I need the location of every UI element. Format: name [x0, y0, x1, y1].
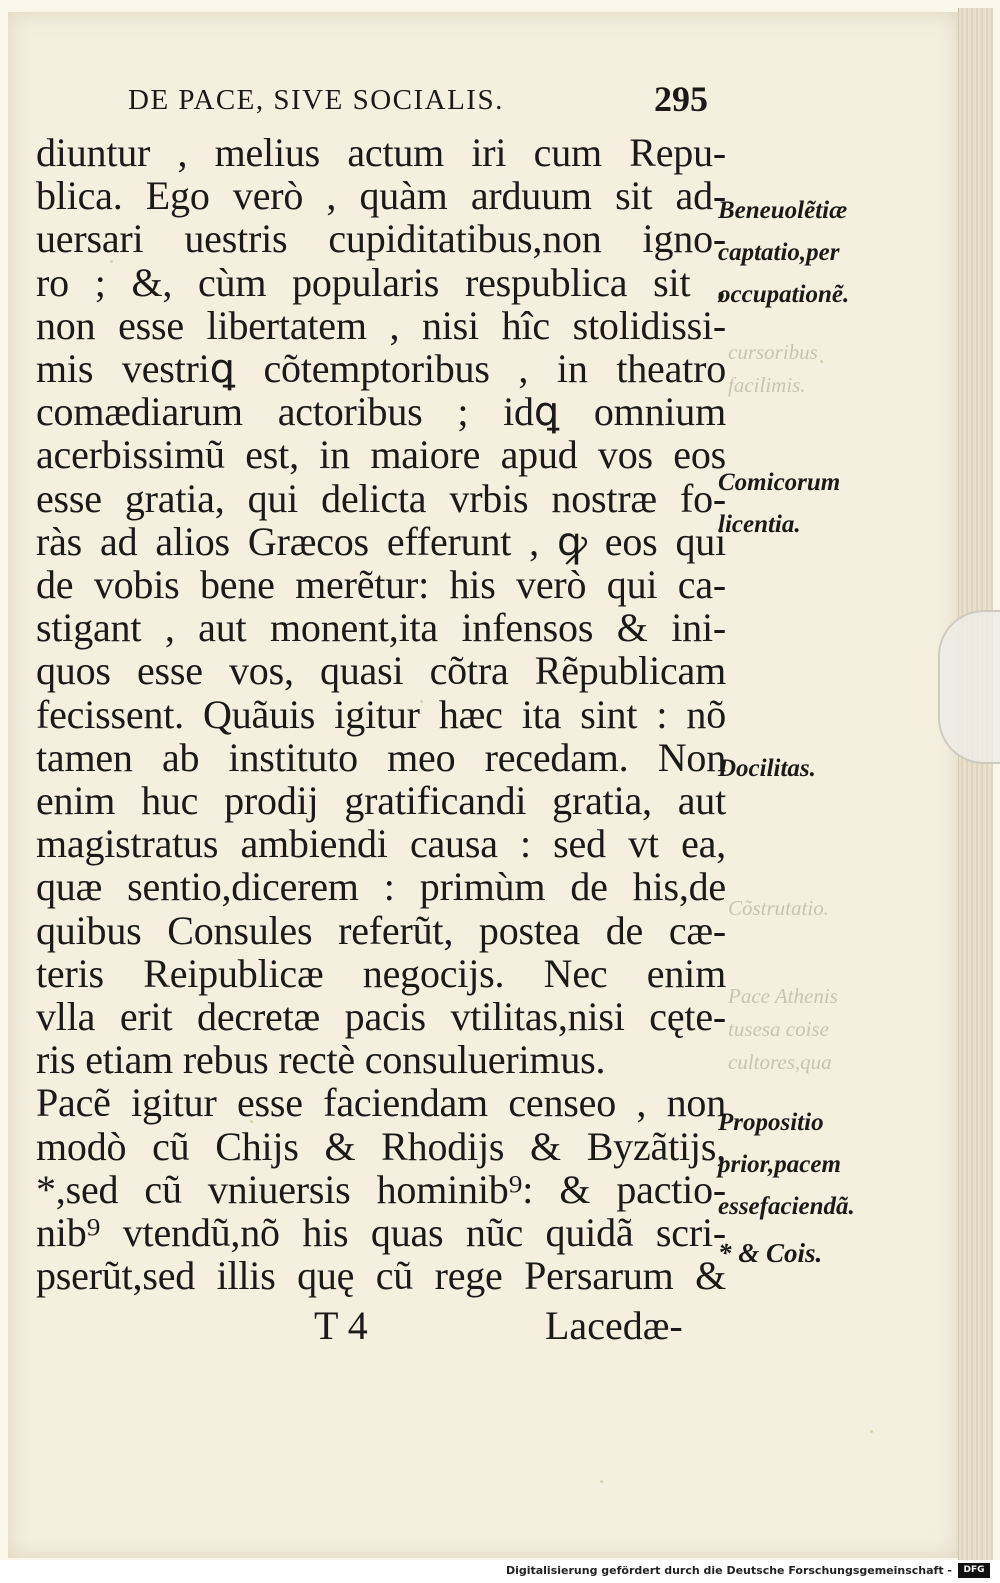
text-line: modò cũ Chijs & Rhodijs & Byzãtijs,: [36, 1123, 726, 1169]
text-line: mis vestriꝗ cõtemptoribus , in theatro: [36, 346, 726, 392]
text-line: diuntur , melius actum iri cum Repu-: [36, 130, 726, 175]
page-clip: [938, 610, 1000, 764]
text-line: blica. Ego verò , quàm arduum sit ad-: [36, 173, 726, 219]
page-number: 295: [654, 79, 708, 119]
book-page-edges: [958, 8, 993, 1560]
bleed-through-text: [728, 336, 818, 402]
bleed-through-line: Pace Athenis: [728, 984, 838, 1008]
text-line: quibus Consules referũt, postea de cæ-: [36, 907, 726, 953]
bleed-through-line: facilimis.: [728, 373, 806, 397]
text-line: nib⁹ vtendũ,nõ his quas nũc quidã scri-: [36, 1210, 726, 1256]
margin-note-beneuolentia: [718, 190, 849, 316]
paper-speck: [820, 360, 823, 363]
footer-bar: [0, 1560, 1000, 1583]
dfg-logo: DFG: [958, 1563, 990, 1578]
text-line: pserũt,sed illis quę cũ rege Persarum &: [36, 1253, 726, 1299]
bleed-through-line: tusesa coise: [728, 1017, 829, 1041]
text-line: magistratus ambiendi causa : sed vt ea,: [36, 821, 726, 867]
bleed-through-line: cursoribus: [728, 340, 818, 364]
signature-mark: T 4: [314, 1303, 368, 1348]
paper-speck: [600, 1480, 603, 1483]
body-text: [36, 131, 726, 1297]
text-line: comædiarum actoribus ; idꝗ omnium: [36, 389, 726, 435]
text-line: quæ sentio,dicerem : primùm de his,de: [36, 864, 726, 910]
text-line: vlla erit decretæ pacis vtilitas,nisi cęte-: [36, 994, 726, 1040]
margin-note-line: licentia.: [718, 511, 801, 538]
margin-note-propositio: [718, 1102, 855, 1228]
margin-note-line: essefaciendã.: [718, 1193, 855, 1220]
bleed-through-text: [728, 980, 838, 1079]
text-line: ris etiam rebus rectè consuluerimus.: [36, 1037, 606, 1083]
text-line: de vobis bene merẽtur: his verò qui ca-: [36, 562, 726, 608]
margin-note-cois: [718, 1232, 822, 1274]
margin-note-docilitas: [718, 748, 816, 790]
margin-note-line: * & Cois.: [718, 1238, 823, 1268]
text-line: esse gratia, qui delicta vrbis nostræ fo-: [36, 475, 726, 521]
margin-note-line: Beneuolẽtiæ: [718, 197, 848, 224]
text-line: ro ; &, cùm popularis respublica sit ,: [36, 259, 726, 305]
footer-credit: Digitalisierung gefördert durch die Deutsche Forschungsgemeinschaft -: [505, 1564, 952, 1577]
bleed-through-line: cultores,qua: [728, 1050, 832, 1074]
paper-speck: [870, 1430, 873, 1433]
bleed-through-text: [728, 892, 829, 925]
text-line: acerbissimũ est, in maiore apud vos eos: [36, 432, 726, 478]
catchword: Lacedæ-: [545, 1303, 683, 1348]
text-line: fecissent. Quãuis igitur hæc ita sint : nõ: [36, 691, 726, 737]
text-line: ràs ad alios Græcos efferunt , ꝙ eos qui: [36, 518, 726, 564]
text-line: stigant , aut monent,ita infensos & ini-: [36, 605, 726, 651]
text-line: uersari uestris cupiditatibus,non igno-: [36, 216, 726, 262]
margin-note-line: prior,pacem: [718, 1151, 841, 1178]
text-line: quos esse vos, quasi cõtra Rẽpublicam: [36, 648, 726, 694]
text-line: non esse libertatem , nisi hîc stolidissi-: [36, 302, 726, 348]
margin-note-line: Propositio: [718, 1109, 824, 1136]
text-line: Pacẽ igitur esse faciendam censeo , non: [36, 1080, 726, 1126]
margin-note-comicorum: [718, 462, 840, 546]
text-line: *,sed cũ vniuersis hominib⁹: & pactio-: [36, 1166, 726, 1212]
bleed-through-line: Cõstrutatio.: [728, 896, 829, 920]
margin-note-line: Docilitas.: [718, 755, 816, 782]
text-line: teris Reipublicæ negocijs. Nec enim: [36, 950, 726, 996]
margin-note-line: Comicorum: [718, 469, 841, 496]
margin-note-line: captatio,per: [718, 239, 840, 266]
margin-note-line: occupationẽ.: [718, 281, 850, 308]
running-header: DE PACE, SIVE SOCIALIS.: [128, 84, 504, 116]
text-line: enim huc prodij gratificandi gratia, aut: [36, 778, 726, 824]
text-line: tamen ab instituto meo recedam. Non: [36, 734, 726, 780]
